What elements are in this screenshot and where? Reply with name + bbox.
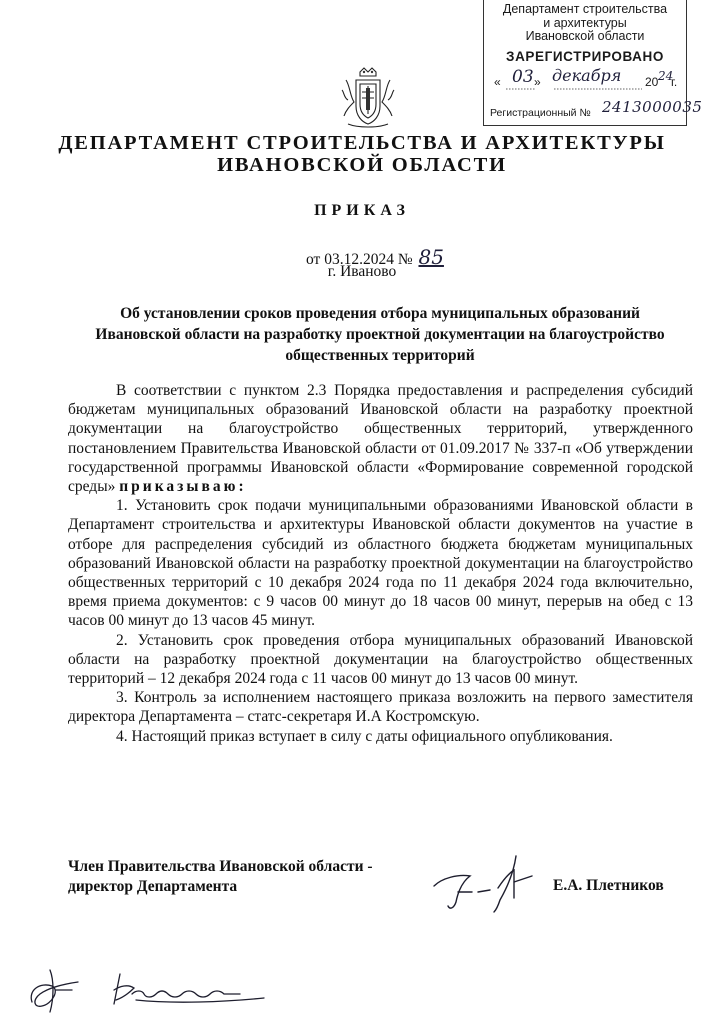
document-type: ПРИКАЗ bbox=[314, 202, 410, 219]
order-date: от 03.12.2024 № bbox=[306, 251, 413, 268]
stamp-year-suffix: 24 bbox=[658, 69, 674, 83]
stamp-date-day: 03 bbox=[512, 67, 534, 87]
stamp-registration-number bbox=[490, 98, 703, 121]
signatory-name: Е.А. Плетников bbox=[553, 877, 664, 894]
body-item-1: 1. Установить срок подачи муниципальными образованиями Ивановской области в Департамент строительства и архитектуры Ивановской области документов на участие в отборе для распределения субсидий из областного бюджета бюджетам муниципальных образований Ивановской области на разработку проектной документации на благоустройство общественных территорий с 10 декабря 2024 года по 11 декабря 2024 года включительно, время приема документов: с 9 часов 00 минут до 18 часов 00 минут, перерыв на обед с 13 часов 00 минут до 13 часов 45 минут. bbox=[68, 497, 693, 630]
intro-text: В соответствии с пунктом 2.3 Порядка предоставления и распределения субсидий бюджетам муниципальных образований Ивановской области на разработку проектной документации на благоустройство общественных территорий, утвержденного постановлением Правительства Ивановской области от 01.09.2017 № 337-п «Об утверждении государственной программы Ивановской области «Формирование современной городской среды» bbox=[68, 382, 693, 496]
signatory-title-line1: Член Правительства Ивановской области - bbox=[68, 858, 373, 875]
stamp-date-month: декабря bbox=[552, 66, 622, 85]
body-item-4: 4. Настоящий приказ вступает в силу с даты официального опубликования. bbox=[116, 727, 613, 745]
stamp-reg-number-value: 2413000035 bbox=[602, 98, 703, 116]
order-subject: Об установлении сроков проведения отбора муниципальных образований Ивановской области на разработку проектной документации на благоустройство общественных территорий bbox=[95, 305, 665, 364]
stamp-reg-label: Регистрационный № bbox=[490, 107, 591, 119]
coat-of-arms-emblem bbox=[340, 66, 396, 130]
order-body bbox=[68, 381, 693, 746]
stamp-year-letter: г. bbox=[671, 75, 678, 89]
order-number: 85 bbox=[418, 245, 444, 269]
signatory-title-line2: директор Департамента bbox=[68, 878, 238, 895]
command-word: приказываю: bbox=[119, 478, 247, 496]
stamp-org-line: и архитектуры bbox=[543, 15, 627, 30]
body-item-3: 3. Контроль за исполнением настоящего приказа возложить на первого заместителя директора Департамента – статс-секретаря И.А Костромскую. bbox=[68, 689, 693, 726]
stamp-date-underline bbox=[506, 87, 686, 91]
body-paragraph-intro bbox=[68, 381, 693, 496]
stamp-quote-open: « bbox=[494, 75, 501, 89]
stamp-org-line: Департамент строительства bbox=[502, 2, 668, 16]
stamp-date bbox=[490, 66, 682, 91]
stamp-quote-close: » bbox=[534, 75, 541, 89]
order-city: г. Иваново bbox=[327, 263, 397, 280]
department-name-line1: ДЕПАРТАМЕНТ СТРОИТЕЛЬСТВА И АРХИТЕКТУРЫ bbox=[58, 132, 666, 154]
department-name-line2: ИВАНОВСКОЙ ОБЛАСТИ bbox=[217, 154, 507, 176]
stamp-org bbox=[484, 3, 686, 44]
body-item-2: 2. Установить срок проведения отбора муниципальных образований Ивановской области на разработку проектной документации на благоустройство общественных территорий – 12 декабря 2024 года с 11 часов 00 минут до 13 часов 00 минут. bbox=[68, 631, 693, 688]
signatory-title bbox=[68, 857, 373, 897]
handwritten-signature bbox=[428, 852, 548, 918]
stamp-org-line: Ивановской области bbox=[525, 29, 645, 43]
stamp-year-prefix: 20 bbox=[645, 75, 659, 89]
approval-initials bbox=[24, 960, 274, 1020]
stamp-registered-label: ЗАРЕГИСТРИРОВАНО bbox=[506, 48, 664, 64]
registration-stamp bbox=[483, 0, 703, 126]
